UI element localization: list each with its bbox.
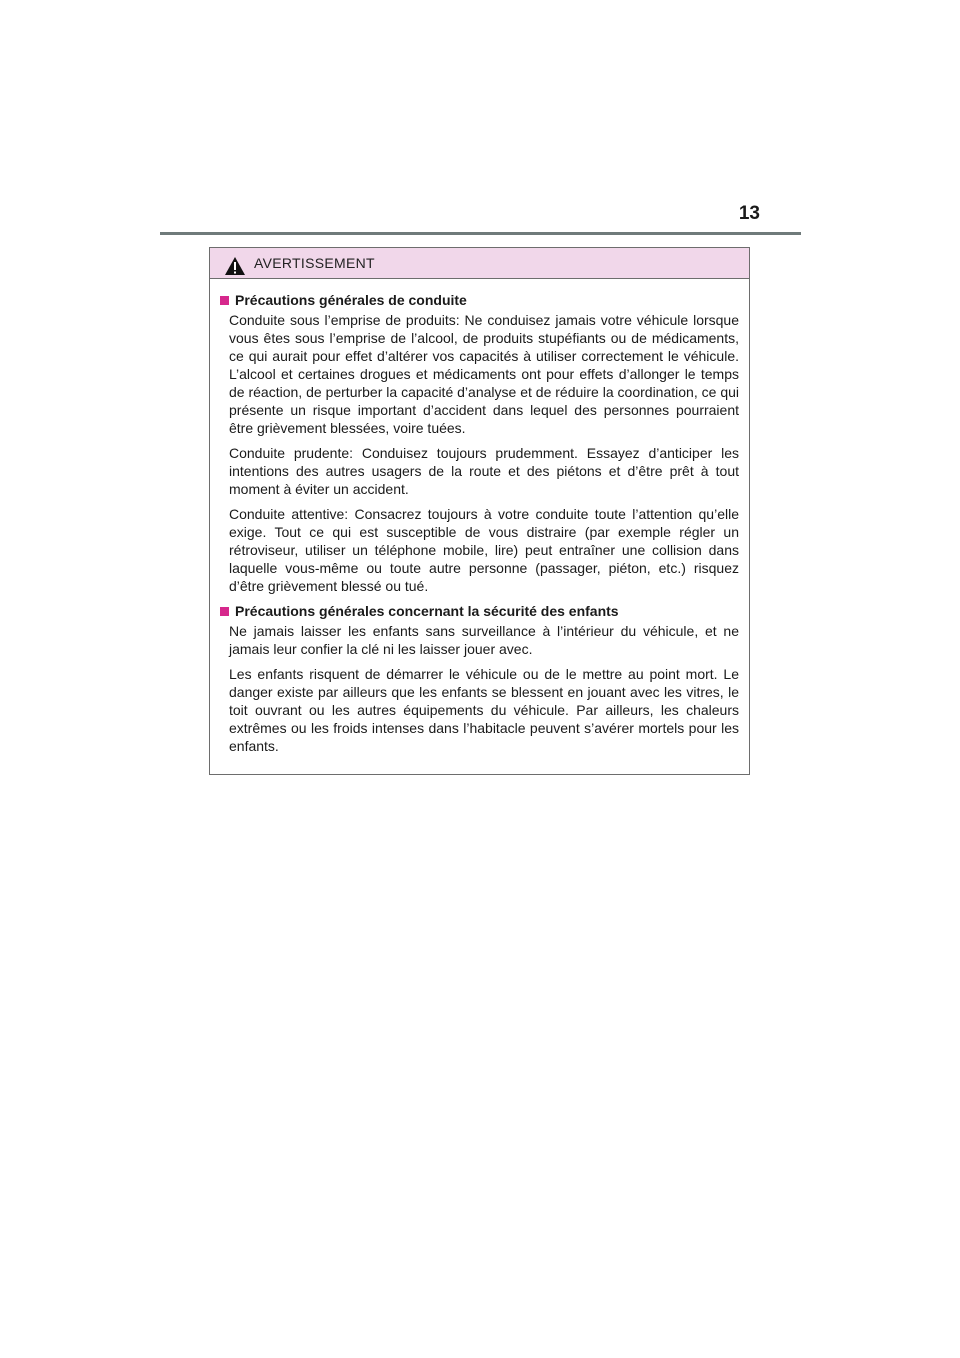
warning-title: AVERTISSEMENT <box>254 255 375 271</box>
warning-header <box>210 248 749 279</box>
warning-box <box>209 247 750 775</box>
paragraph: Les enfants risquent de démarrer le véhicule ou de le mettre au point mort. Le danger existe par ailleurs que les enfants se blessent en jouant avec les vitres, le toit ouvrant ou les autres équipements du véhicule. Par ailleurs, les chaleurs extrêmes ou les froids intenses dans l’habitacle peuvent s’avérer mortels pour les enfants. <box>229 666 739 754</box>
section-child-safety <box>220 602 739 755</box>
paragraph: Ne jamais laisser les enfants sans surveillance à l’intérieur du véhicule, et ne jamais leur confier la clé ni les laisser jouer avec. <box>229 623 739 657</box>
square-bullet-icon <box>220 296 229 305</box>
section-heading <box>220 291 739 309</box>
section-heading-text: Précautions générales de conduite <box>235 292 467 308</box>
paragraph: Conduite sous l’emprise de produits: Ne conduisez jamais votre véhicule lorsque vous êtes sous l’emprise de l’alcool, de produits stupéfiants ou de médicaments, ce qui aurait pour effet d’altérer vos capacités à utiliser correctement le véhicule. L’alcool et certaines drogues et médicaments ont pour effets d’allonger le temps de réaction, de perturber la capacité d’analyse et de réduire la coordination, ce qui présente un risque important d’accident dans lequel des personnes pourraient être grièvement blessées, voire tuées. <box>229 312 739 436</box>
header-rule <box>160 232 801 235</box>
paragraph: Conduite prudente: Conduisez toujours prudemment. Essayez d’anticiper les intentions des autres usagers de la route et des piétons et d’être prêt à tout moment à éviter un accident. <box>229 445 739 497</box>
page-number: 13 <box>738 203 760 224</box>
square-bullet-icon <box>220 607 229 616</box>
section-heading <box>220 602 739 620</box>
section-heading-text: Précautions générales concernant la sécurité des enfants <box>235 603 619 619</box>
paragraph: Conduite attentive: Consacrez toujours à votre conduite toute l’attention qu’elle exige. Tout ce qui est susceptible de vous distraire (par exemple régler un rétroviseur, utiliser un téléphone mobile, lire) peut entraîner une collision dans laquelle vous-même ou toute autre personne (passager, piéton, etc.) risquez d’être grièvement blessé ou tué. <box>229 506 739 594</box>
section-general-driving <box>220 291 739 595</box>
warning-triangle-icon <box>224 256 246 276</box>
warning-body <box>210 279 749 755</box>
